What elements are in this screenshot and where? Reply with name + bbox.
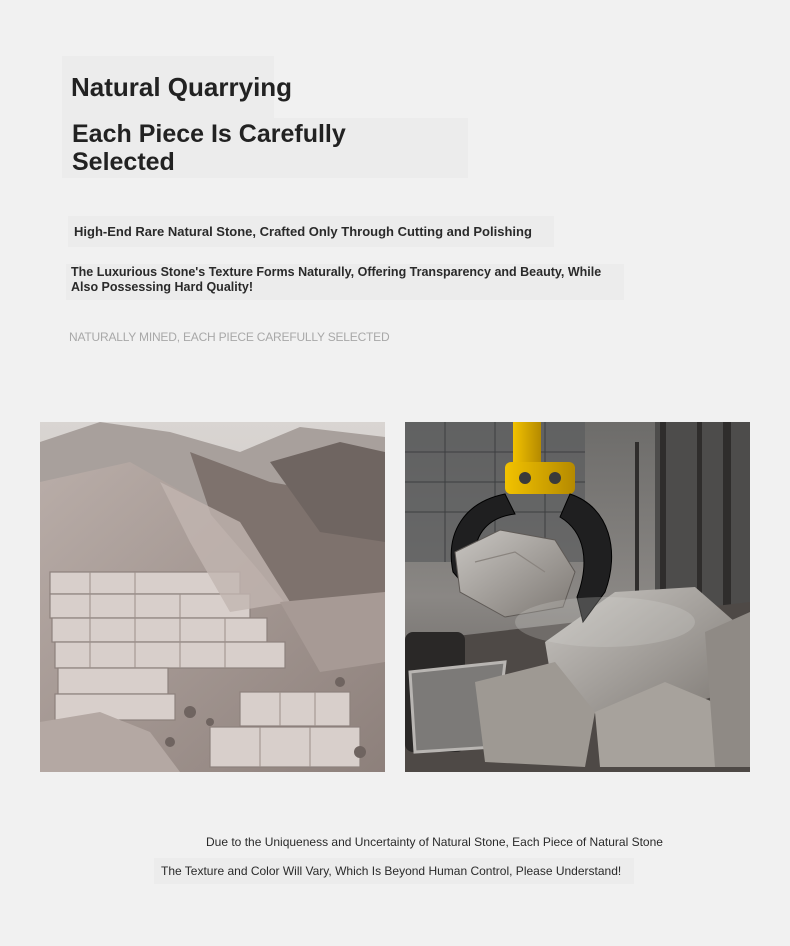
page-title: Natural Quarrying [71, 72, 293, 102]
intro-line2: The Luxurious Stone's Texture Forms Naturally, Offering Transparency and Beauty, While Also Possessing Hard Quality! [71, 265, 602, 294]
intro-line1: High-End Rare Natural Stone, Crafted Only Through Cutting and Polishing [74, 224, 532, 239]
note-line1: Due to the Uniqueness and Uncertainty of Natural Stone, Each Piece of Natural Stone [206, 835, 663, 849]
quarry-photo [40, 422, 385, 772]
excavator-grab-photo [405, 422, 750, 772]
page-subtitle: Each Piece Is Carefully Selected [72, 120, 346, 176]
note-line2: The Texture and Color Will Vary, Which Is Beyond Human Control, Please Understand! [161, 864, 622, 878]
tagline: NATURALLY MINED, EACH PIECE CAREFULLY SELECTED [69, 330, 390, 344]
